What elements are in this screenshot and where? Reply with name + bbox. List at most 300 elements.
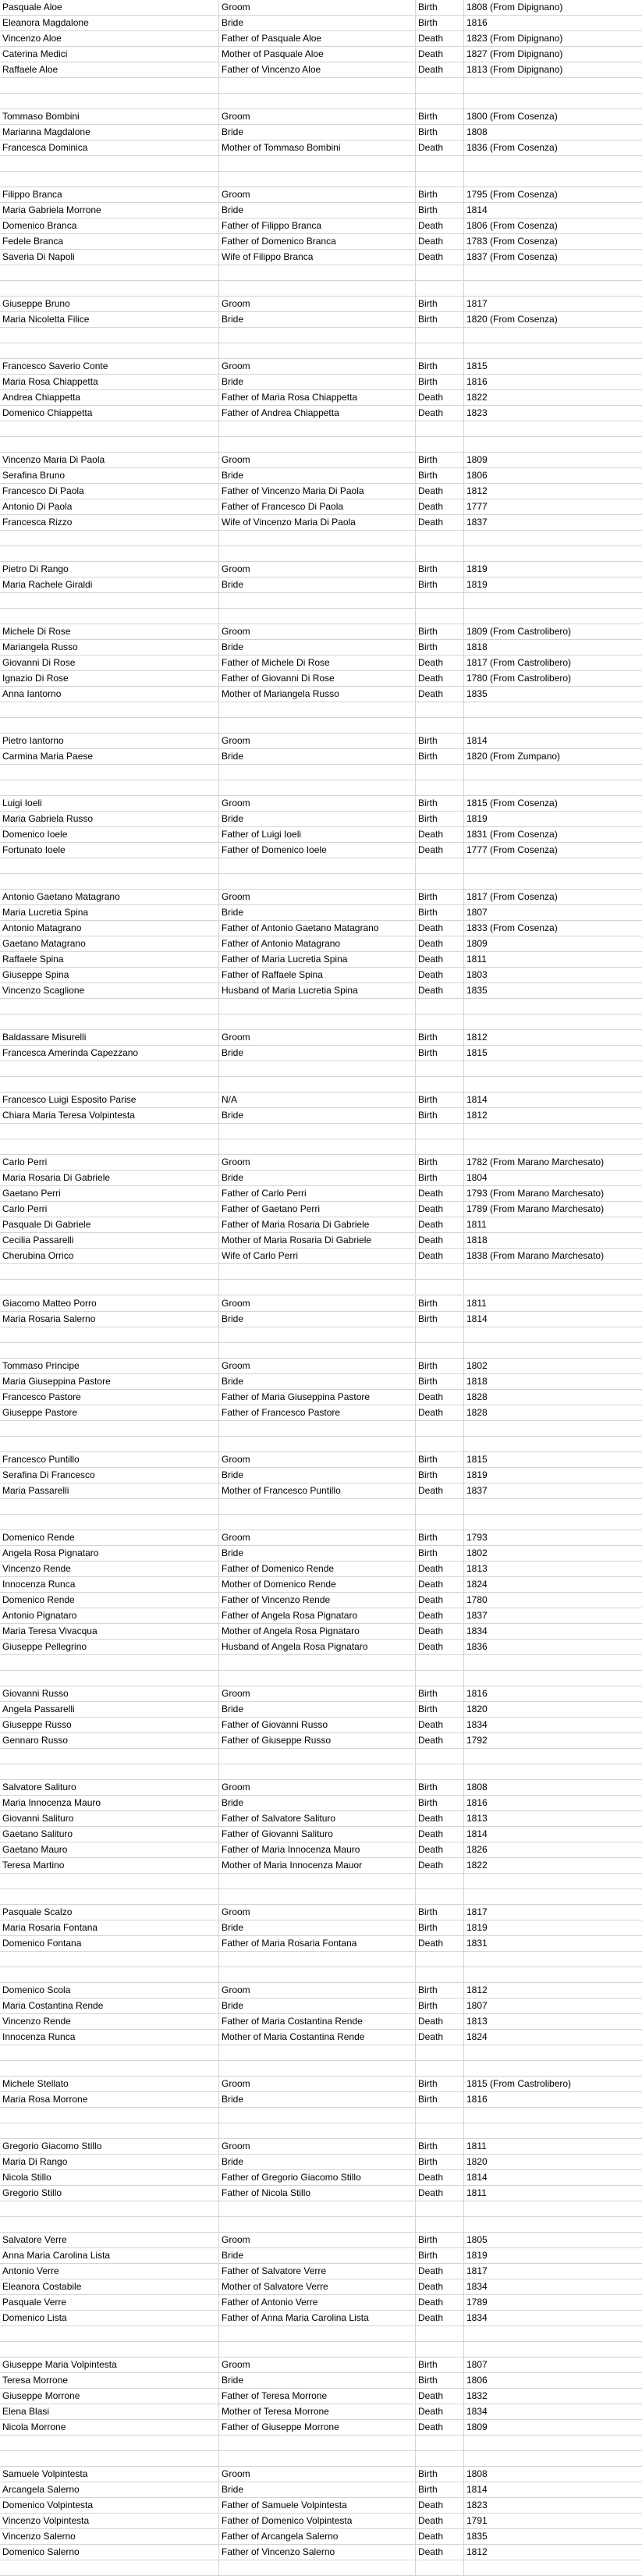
year-cell[interactable]: [463, 1421, 642, 1436]
name-cell[interactable]: Giuseppe Russo: [2, 1718, 72, 1730]
event-cell[interactable]: Death: [415, 2389, 463, 2404]
event-cell[interactable]: Birth: [415, 16, 463, 30]
year-cell[interactable]: 1807: [463, 905, 642, 920]
name-cell[interactable]: Raffaele Spina: [2, 954, 64, 965]
event-cell[interactable]: Birth: [415, 890, 463, 904]
name-cell[interactable]: Maria Lucretia Spina: [2, 907, 89, 918]
role-cell[interactable]: Mother of Mariangela Russo: [218, 687, 415, 702]
year-cell[interactable]: [463, 343, 642, 358]
role-cell[interactable]: [218, 94, 415, 108]
name-cell[interactable]: Arcangela Salerno: [2, 2483, 80, 2495]
year-cell[interactable]: 1808: [463, 1780, 642, 1795]
role-cell[interactable]: [218, 156, 415, 171]
name-cell[interactable]: [0, 1124, 218, 1139]
name-cell[interactable]: Domenico Ioele: [2, 829, 68, 840]
year-cell[interactable]: 1817: [463, 1905, 642, 1920]
year-cell[interactable]: [463, 1139, 642, 1154]
role-cell[interactable]: Mother of Maria Innocenza Mauor: [218, 1858, 415, 1873]
event-cell[interactable]: Birth: [415, 109, 463, 124]
name-cell[interactable]: [0, 2326, 218, 2341]
year-cell[interactable]: 1820 (From Cosenza): [463, 312, 642, 327]
year-cell[interactable]: [463, 1077, 642, 1092]
year-cell[interactable]: 1805: [463, 2233, 642, 2247]
event-cell[interactable]: Death: [415, 2014, 463, 2029]
name-cell[interactable]: [0, 1139, 218, 1154]
role-cell[interactable]: Bride: [218, 749, 415, 764]
event-cell[interactable]: [415, 765, 463, 780]
role-cell[interactable]: [218, 2217, 415, 2232]
role-cell[interactable]: [218, 1889, 415, 1904]
event-cell[interactable]: Death: [415, 234, 463, 249]
year-cell[interactable]: [463, 1499, 642, 1514]
name-cell[interactable]: Chiara Maria Teresa Volpintesta: [2, 1110, 135, 1121]
year-cell[interactable]: [463, 2123, 642, 2138]
role-cell[interactable]: Groom: [218, 453, 415, 467]
role-cell[interactable]: Groom: [218, 1296, 415, 1311]
year-cell[interactable]: [463, 2061, 642, 2076]
name-cell[interactable]: [0, 999, 218, 1014]
year-cell[interactable]: 1809 (From Castrolibero): [463, 624, 642, 639]
name-cell[interactable]: Mariangela Russo: [2, 641, 78, 653]
name-cell[interactable]: [0, 343, 218, 358]
role-cell[interactable]: Husband of Maria Lucretia Spina: [218, 983, 415, 998]
event-cell[interactable]: Birth: [415, 203, 463, 218]
role-cell[interactable]: Groom: [218, 1983, 415, 1998]
event-cell[interactable]: Birth: [415, 0, 463, 15]
name-cell[interactable]: Antonio Di Paola: [2, 501, 73, 513]
year-cell[interactable]: 1777: [463, 499, 642, 514]
year-cell[interactable]: [463, 328, 642, 343]
name-cell[interactable]: Cecilia Passarelli: [2, 1235, 74, 1246]
role-cell[interactable]: Bride: [218, 2482, 415, 2497]
role-cell[interactable]: [218, 531, 415, 545]
event-cell[interactable]: Death: [415, 1936, 463, 1951]
role-cell[interactable]: Groom: [218, 1030, 415, 1045]
year-cell[interactable]: [463, 1264, 642, 1279]
year-cell[interactable]: [463, 281, 642, 296]
name-cell[interactable]: Antonio Pignataro: [2, 1609, 77, 1621]
name-cell[interactable]: Francesco Di Paola: [2, 485, 84, 497]
event-cell[interactable]: Death: [415, 250, 463, 265]
name-cell[interactable]: Vincenzo Aloe: [2, 33, 62, 44]
event-cell[interactable]: Birth: [415, 1905, 463, 1920]
event-cell[interactable]: Death: [415, 406, 463, 421]
role-cell[interactable]: Father of Arcangela Salerno: [218, 2529, 415, 2544]
year-cell[interactable]: 1813: [463, 1811, 642, 1826]
role-cell[interactable]: Father of Giuseppe Morrone: [218, 2420, 415, 2435]
year-cell[interactable]: 1812: [463, 1983, 642, 1998]
role-cell[interactable]: [218, 1437, 415, 1451]
event-cell[interactable]: Birth: [415, 577, 463, 592]
name-cell[interactable]: [0, 702, 218, 717]
name-cell[interactable]: [0, 1889, 218, 1904]
name-cell[interactable]: Vincenzo Scaglione: [2, 985, 85, 997]
event-cell[interactable]: [415, 1264, 463, 1279]
role-cell[interactable]: Groom: [218, 1155, 415, 1170]
role-cell[interactable]: Father of Antonio Gaetano Matagrano: [218, 921, 415, 936]
name-cell[interactable]: Giuseppe Pellegrino: [2, 1640, 87, 1652]
name-cell[interactable]: [0, 1515, 218, 1530]
role-cell[interactable]: Father of Pasquale Aloe: [218, 31, 415, 46]
year-cell[interactable]: 1791: [463, 2514, 642, 2528]
role-cell[interactable]: Bride: [218, 1374, 415, 1389]
year-cell[interactable]: [463, 609, 642, 624]
name-cell[interactable]: Salvatore Salituro: [2, 1781, 76, 1793]
name-cell[interactable]: Gaetano Mauro: [2, 1843, 68, 1855]
year-cell[interactable]: [463, 1671, 642, 1686]
event-cell[interactable]: [415, 1327, 463, 1342]
event-cell[interactable]: Birth: [415, 624, 463, 639]
name-cell[interactable]: Vincenzo Volpintesta: [2, 2514, 90, 2526]
name-cell[interactable]: Marianna Magdalone: [2, 126, 90, 138]
event-cell[interactable]: Birth: [415, 2357, 463, 2372]
role-cell[interactable]: [218, 874, 415, 889]
year-cell[interactable]: 1811: [463, 1217, 642, 1232]
name-cell[interactable]: Pietro Iantorno: [2, 735, 64, 747]
year-cell[interactable]: 1833 (From Cosenza): [463, 921, 642, 936]
event-cell[interactable]: [415, 94, 463, 108]
year-cell[interactable]: 1777 (From Cosenza): [463, 843, 642, 858]
event-cell[interactable]: [415, 1515, 463, 1530]
role-cell[interactable]: Bride: [218, 203, 415, 218]
name-cell[interactable]: Innocenza Runca: [2, 1578, 76, 1590]
year-cell[interactable]: [463, 265, 642, 280]
year-cell[interactable]: [463, 2451, 642, 2466]
event-cell[interactable]: [415, 1077, 463, 1092]
event-cell[interactable]: Death: [415, 1842, 463, 1857]
event-cell[interactable]: Death: [415, 921, 463, 936]
year-cell[interactable]: 1819: [463, 812, 642, 826]
year-cell[interactable]: 1817 (From Castrolibero): [463, 656, 642, 670]
role-cell[interactable]: [218, 609, 415, 624]
year-cell[interactable]: 1828: [463, 1405, 642, 1420]
event-cell[interactable]: [415, 1343, 463, 1358]
role-cell[interactable]: Father of Teresa Morrone: [218, 2389, 415, 2404]
name-cell[interactable]: Domenico Chiappetta: [2, 407, 93, 419]
event-cell[interactable]: [415, 780, 463, 795]
year-cell[interactable]: [463, 2326, 642, 2341]
name-cell[interactable]: Domenico Rende: [2, 1594, 75, 1605]
role-cell[interactable]: [218, 172, 415, 187]
event-cell[interactable]: Death: [415, 2279, 463, 2294]
event-cell[interactable]: [415, 1499, 463, 1514]
year-cell[interactable]: 1809: [463, 936, 642, 951]
role-cell[interactable]: [218, 2123, 415, 2138]
name-cell[interactable]: Maria Rachele Giraldi: [2, 579, 93, 591]
role-cell[interactable]: [218, 2108, 415, 2123]
event-cell[interactable]: [415, 874, 463, 889]
role-cell[interactable]: [218, 858, 415, 873]
event-cell[interactable]: Birth: [415, 1546, 463, 1561]
name-cell[interactable]: Pasquale Verre: [2, 2296, 67, 2308]
year-cell[interactable]: 1793 (From Marano Marchesato): [463, 1186, 642, 1201]
year-cell[interactable]: 1819: [463, 562, 642, 577]
role-cell[interactable]: Mother of Pasquale Aloe: [218, 47, 415, 62]
name-cell[interactable]: Francesca Amerinda Capezzano: [2, 1047, 139, 1059]
event-cell[interactable]: [415, 2108, 463, 2123]
role-cell[interactable]: Bride: [218, 2373, 415, 2388]
event-cell[interactable]: Birth: [415, 297, 463, 311]
role-cell[interactable]: Groom: [218, 890, 415, 904]
role-cell[interactable]: Bride: [218, 1796, 415, 1810]
year-cell[interactable]: 1813: [463, 1562, 642, 1576]
role-cell[interactable]: Groom: [218, 359, 415, 374]
name-cell[interactable]: [0, 94, 218, 108]
name-cell[interactable]: Maria Gabriela Russo: [2, 813, 94, 825]
year-cell[interactable]: 1836: [463, 1640, 642, 1654]
year-cell[interactable]: [463, 2201, 642, 2216]
role-cell[interactable]: [218, 1749, 415, 1764]
year-cell[interactable]: 1806: [463, 468, 642, 483]
event-cell[interactable]: Death: [415, 2170, 463, 2185]
year-cell[interactable]: 1835: [463, 983, 642, 998]
event-cell[interactable]: Birth: [415, 1983, 463, 1998]
year-cell[interactable]: [463, 2045, 642, 2060]
role-cell[interactable]: Father of Maria Rosaria Di Gabriele: [218, 1217, 415, 1232]
name-cell[interactable]: Innocenza Runca: [2, 2031, 76, 2042]
role-cell[interactable]: [218, 1515, 415, 1530]
role-cell[interactable]: [218, 1655, 415, 1670]
name-cell[interactable]: [0, 1264, 218, 1279]
event-cell[interactable]: Death: [415, 1217, 463, 1232]
event-cell[interactable]: Birth: [415, 1702, 463, 1717]
event-cell[interactable]: [415, 1655, 463, 1670]
name-cell[interactable]: Francesca Dominica: [2, 142, 88, 154]
year-cell[interactable]: 1823: [463, 406, 642, 421]
year-cell[interactable]: [463, 1327, 642, 1342]
event-cell[interactable]: Death: [415, 140, 463, 155]
name-cell[interactable]: Gaetano Salituro: [2, 1828, 73, 1839]
role-cell[interactable]: [218, 2436, 415, 2450]
role-cell[interactable]: Groom: [218, 2357, 415, 2372]
event-cell[interactable]: [415, 858, 463, 873]
event-cell[interactable]: Death: [415, 1608, 463, 1623]
name-cell[interactable]: Gaetano Matagrano: [2, 938, 86, 950]
role-cell[interactable]: Father of Antonio Matagrano: [218, 936, 415, 951]
name-cell[interactable]: Maria Di Rango: [2, 2155, 68, 2167]
role-cell[interactable]: Groom: [218, 2233, 415, 2247]
name-cell[interactable]: Vincenzo Salerno: [2, 2530, 76, 2542]
role-cell[interactable]: Father of Anna Maria Carolina Lista: [218, 2311, 415, 2326]
event-cell[interactable]: Birth: [415, 1359, 463, 1373]
role-cell[interactable]: Groom: [218, 562, 415, 577]
name-cell[interactable]: Luigi Ioeli: [2, 798, 42, 809]
role-cell[interactable]: [218, 1343, 415, 1358]
role-cell[interactable]: [218, 1967, 415, 1982]
year-cell[interactable]: [463, 531, 642, 545]
year-cell[interactable]: [463, 437, 642, 452]
role-cell[interactable]: Husband of Angela Rosa Pignataro: [218, 1640, 415, 1654]
name-cell[interactable]: [0, 718, 218, 733]
year-cell[interactable]: 1836 (From Cosenza): [463, 140, 642, 155]
year-cell[interactable]: 1815 (From Castrolibero): [463, 2077, 642, 2091]
year-cell[interactable]: [463, 1437, 642, 1451]
name-cell[interactable]: [0, 2560, 218, 2575]
role-cell[interactable]: [218, 2045, 415, 2060]
name-cell[interactable]: Eleanora Costabile: [2, 2280, 82, 2292]
event-cell[interactable]: Death: [415, 1186, 463, 1201]
event-cell[interactable]: [415, 281, 463, 296]
role-cell[interactable]: Bride: [218, 2155, 415, 2169]
event-cell[interactable]: Birth: [415, 2139, 463, 2154]
year-cell[interactable]: [463, 2108, 642, 2123]
role-cell[interactable]: Father of Raffaele Spina: [218, 968, 415, 982]
role-cell[interactable]: Bride: [218, 1920, 415, 1935]
event-cell[interactable]: Birth: [415, 2248, 463, 2263]
role-cell[interactable]: Groom: [218, 1359, 415, 1373]
role-cell[interactable]: Wife of Vincenzo Maria Di Paola: [218, 515, 415, 530]
year-cell[interactable]: 1811: [463, 2186, 642, 2201]
event-cell[interactable]: Birth: [415, 187, 463, 202]
event-cell[interactable]: Death: [415, 687, 463, 702]
name-cell[interactable]: Anna Iantorno: [2, 688, 62, 700]
name-cell[interactable]: Vincenzo Rende: [2, 2015, 71, 2027]
event-cell[interactable]: Birth: [415, 1452, 463, 1467]
role-cell[interactable]: Bride: [218, 812, 415, 826]
year-cell[interactable]: [463, 1124, 642, 1139]
role-cell[interactable]: Bride: [218, 2092, 415, 2107]
name-cell[interactable]: [0, 1655, 218, 1670]
event-cell[interactable]: [415, 437, 463, 452]
role-cell[interactable]: [218, 1952, 415, 1967]
event-cell[interactable]: Birth: [415, 2155, 463, 2169]
name-cell[interactable]: [0, 1077, 218, 1092]
event-cell[interactable]: Birth: [415, 1530, 463, 1545]
name-cell[interactable]: [0, 780, 218, 795]
role-cell[interactable]: Father of Giovanni Salituro: [218, 1827, 415, 1842]
year-cell[interactable]: 1817 (From Cosenza): [463, 890, 642, 904]
name-cell[interactable]: [0, 1499, 218, 1514]
role-cell[interactable]: Mother of Francesco Puntillo: [218, 1483, 415, 1498]
year-cell[interactable]: [463, 718, 642, 733]
event-cell[interactable]: Birth: [415, 1686, 463, 1701]
role-cell[interactable]: [218, 437, 415, 452]
event-cell[interactable]: Death: [415, 1390, 463, 1405]
name-cell[interactable]: Vincenzo Maria Di Paola: [2, 454, 105, 466]
year-cell[interactable]: [463, 172, 642, 187]
year-cell[interactable]: 1816: [463, 375, 642, 389]
event-cell[interactable]: [415, 702, 463, 717]
role-cell[interactable]: Groom: [218, 109, 415, 124]
event-cell[interactable]: [415, 609, 463, 624]
name-cell[interactable]: Pasquale Aloe: [2, 2, 62, 12]
role-cell[interactable]: N/A: [218, 1093, 415, 1107]
role-cell[interactable]: Groom: [218, 734, 415, 748]
name-cell[interactable]: Fortunato Ioele: [2, 844, 66, 856]
year-cell[interactable]: 1819: [463, 577, 642, 592]
event-cell[interactable]: Death: [415, 827, 463, 842]
year-cell[interactable]: 1815: [463, 1452, 642, 1467]
event-cell[interactable]: Birth: [415, 796, 463, 811]
role-cell[interactable]: Bride: [218, 1046, 415, 1061]
role-cell[interactable]: Mother of Teresa Morrone: [218, 2404, 415, 2419]
event-cell[interactable]: Birth: [415, 1920, 463, 1935]
name-cell[interactable]: Francesco Saverio Conte: [2, 361, 108, 372]
year-cell[interactable]: 1832: [463, 2389, 642, 2404]
role-cell[interactable]: Bride: [218, 468, 415, 483]
year-cell[interactable]: 1837: [463, 1608, 642, 1623]
year-cell[interactable]: [463, 1655, 642, 1670]
event-cell[interactable]: Birth: [415, 2482, 463, 2497]
year-cell[interactable]: 1822: [463, 1858, 642, 1873]
event-cell[interactable]: Birth: [415, 1030, 463, 1045]
event-cell[interactable]: [415, 2217, 463, 2232]
event-cell[interactable]: [415, 999, 463, 1014]
year-cell[interactable]: 1806: [463, 2373, 642, 2388]
year-cell[interactable]: 1814: [463, 1312, 642, 1327]
name-cell[interactable]: [0, 2451, 218, 2466]
event-cell[interactable]: Death: [415, 47, 463, 62]
role-cell[interactable]: Mother of Tommaso Bombini: [218, 140, 415, 155]
name-cell[interactable]: Domenico Rende: [2, 1531, 75, 1543]
year-cell[interactable]: 1802: [463, 1359, 642, 1373]
role-cell[interactable]: Father of Maria Innocenza Mauro: [218, 1842, 415, 1857]
name-cell[interactable]: Giovanni Russo: [2, 1687, 69, 1699]
year-cell[interactable]: 1837: [463, 515, 642, 530]
year-cell[interactable]: 1826: [463, 1842, 642, 1857]
name-cell[interactable]: Carmina Maria Paese: [2, 751, 94, 762]
event-cell[interactable]: Death: [415, 515, 463, 530]
name-cell[interactable]: Michele Di Rose: [2, 626, 71, 638]
name-cell[interactable]: Gaetano Perri: [2, 1188, 61, 1199]
name-cell[interactable]: Antonio Verre: [2, 2265, 59, 2276]
event-cell[interactable]: Death: [415, 1202, 463, 1217]
role-cell[interactable]: Bride: [218, 640, 415, 655]
name-cell[interactable]: Pasquale Di Gabriele: [2, 1219, 91, 1231]
event-cell[interactable]: Birth: [415, 1296, 463, 1311]
event-cell[interactable]: [415, 2560, 463, 2575]
role-cell[interactable]: [218, 2201, 415, 2216]
year-cell[interactable]: 1804: [463, 1171, 642, 1185]
name-cell[interactable]: [0, 1967, 218, 1982]
role-cell[interactable]: Groom: [218, 1780, 415, 1795]
event-cell[interactable]: [415, 1764, 463, 1779]
year-cell[interactable]: 1808: [463, 125, 642, 140]
event-cell[interactable]: [415, 2436, 463, 2450]
name-cell[interactable]: [0, 2123, 218, 2138]
year-cell[interactable]: 1812: [463, 1030, 642, 1045]
event-cell[interactable]: [415, 1671, 463, 1686]
role-cell[interactable]: Father of Maria Rosaria Fontana: [218, 1936, 415, 1951]
event-cell[interactable]: Death: [415, 843, 463, 858]
role-cell[interactable]: Wife of Filippo Branca: [218, 250, 415, 265]
role-cell[interactable]: [218, 999, 415, 1014]
event-cell[interactable]: Death: [415, 1593, 463, 1608]
year-cell[interactable]: 1808 (From Dipignano): [463, 0, 642, 15]
event-cell[interactable]: Birth: [415, 812, 463, 826]
event-cell[interactable]: [415, 1124, 463, 1139]
name-cell[interactable]: Maria Giuseppina Pastore: [2, 1375, 111, 1387]
role-cell[interactable]: Bride: [218, 1468, 415, 1483]
event-cell[interactable]: Death: [415, 2514, 463, 2528]
event-cell[interactable]: [415, 78, 463, 93]
event-cell[interactable]: Death: [415, 499, 463, 514]
name-cell[interactable]: [0, 1014, 218, 1029]
event-cell[interactable]: Death: [415, 390, 463, 405]
year-cell[interactable]: 1803: [463, 968, 642, 982]
year-cell[interactable]: 1811: [463, 952, 642, 967]
year-cell[interactable]: 1837: [463, 1483, 642, 1498]
event-cell[interactable]: Death: [415, 1624, 463, 1639]
year-cell[interactable]: 1819: [463, 2248, 642, 2263]
year-cell[interactable]: 1831 (From Cosenza): [463, 827, 642, 842]
name-cell[interactable]: Saveria Di Napoli: [2, 251, 75, 263]
role-cell[interactable]: Groom: [218, 1686, 415, 1701]
event-cell[interactable]: Death: [415, 968, 463, 982]
role-cell[interactable]: [218, 2342, 415, 2357]
role-cell[interactable]: [218, 765, 415, 780]
event-cell[interactable]: [415, 1280, 463, 1295]
